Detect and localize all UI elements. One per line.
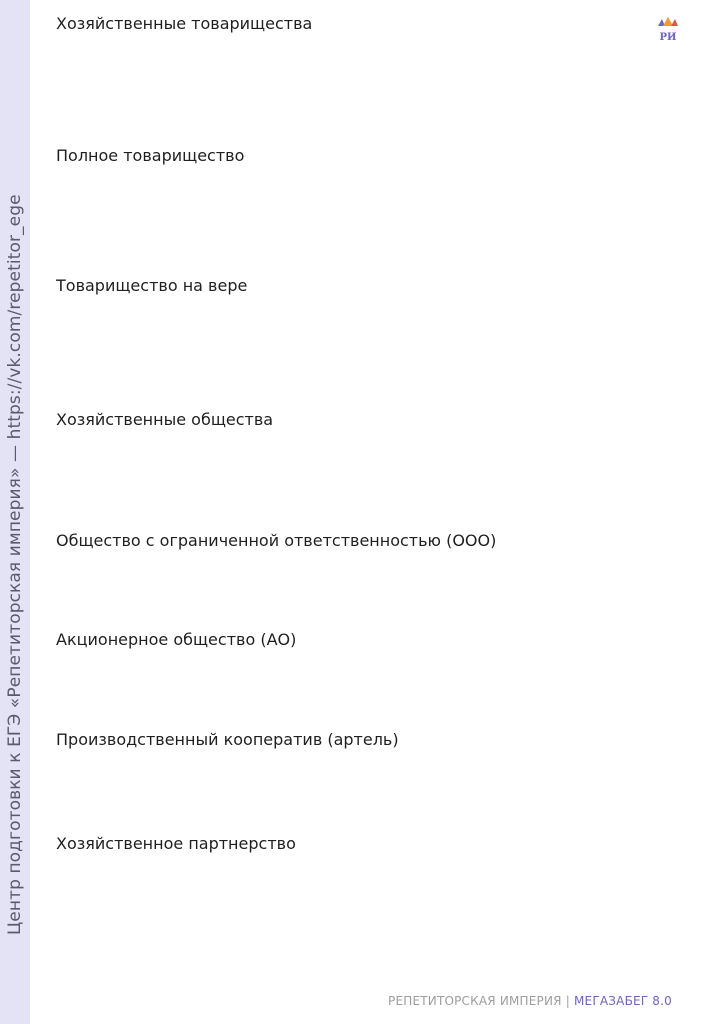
- footer-event: МЕГАЗАБЕГ 8.0: [574, 994, 672, 1008]
- item-llc: Общество с ограниченной ответственностью (ООО): [56, 531, 497, 550]
- item-cooperative: Производственный кооператив (артель): [56, 730, 399, 749]
- heading-partnerships: Хозяйственные товарищества: [56, 14, 313, 33]
- footer: [388, 993, 672, 1009]
- item-limited-partnership: Товарищество на вере: [56, 276, 248, 295]
- item-joint-stock: Акционерное общество (АО): [56, 630, 297, 649]
- sidebar-band: [0, 0, 30, 1024]
- logo: [656, 16, 680, 44]
- heading-companies: Хозяйственные общества: [56, 410, 274, 429]
- item-full-partnership: Полное товарищество: [56, 146, 245, 165]
- item-economic-partnership: Хозяйственное партнерство: [56, 834, 296, 853]
- crown-icon: [656, 16, 680, 44]
- footer-separator: |: [565, 994, 570, 1008]
- footer-brand: РЕПЕТИТОРСКАЯ ИМПЕРИЯ: [388, 994, 562, 1008]
- logo-text: РИ: [659, 32, 677, 43]
- sidebar-caption: Центр подготовки к ЕГЭ «Репетиторская империя» — https://vk.com/repetitor_ege: [5, 194, 25, 935]
